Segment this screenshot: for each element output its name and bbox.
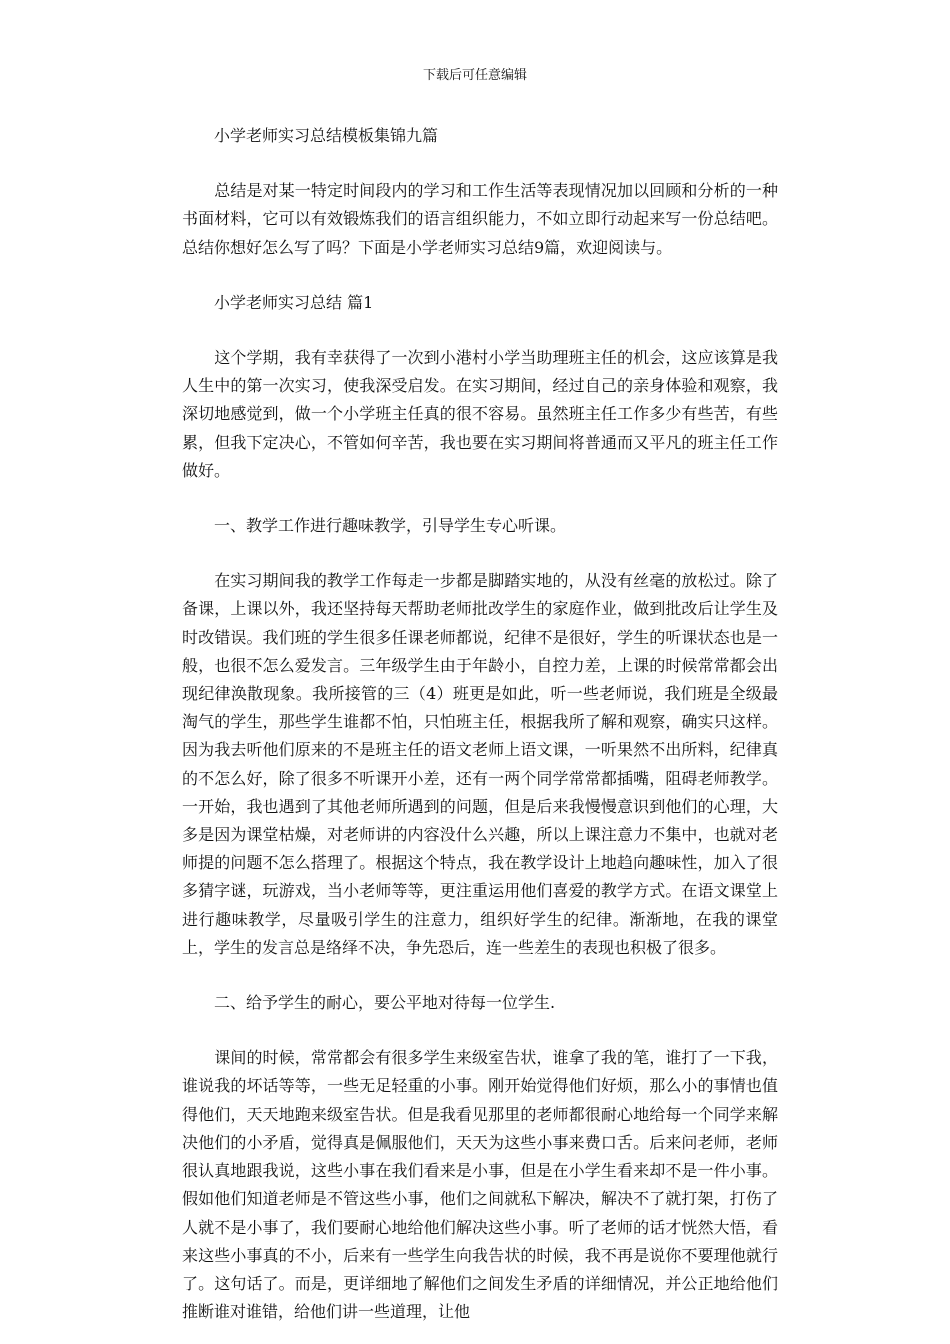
section-title: 小学老师实习总结 篇1	[214, 292, 374, 312]
document-body	[182, 122, 778, 1326]
intro-paragraph: 总结是对某一特定时间段内的学习和工作生活等表现情况加以回顾和分析的一种书面材料，它可以有效锻炼我们的语言组织能力，不如立即行动起来写一份总结吧。总结你想好怎么写了吗？下面是小学老师实习总结9篇，欢迎阅读与。	[182, 181, 778, 257]
heading-teaching: 一、教学工作进行趣味教学，引导学生专心听课。	[214, 516, 567, 536]
header-note: 下载后可任意编辑	[422, 68, 527, 83]
paragraph-2: 在实习期间我的教学工作每走一步都是脚踏实地的，从没有丝毫的放松过。除了备课，上课以外，我还坚持每天帮助老师批改学生的家庭作业，做到批改后让学生及时改错误。我们班的学生很多任课老师都说，纪律不是很好，学生的听课状态也是一般，也很不怎么爱发言。三年级学生由于年龄小，自控力差，上课的时候常常都会出现纪律涣散现象。我所接管的三（4）班更是如此，听一些老师说，我们班是全级最淘气的学生，那些学生谁都不怕，只怕班主任，根据我所了解和观察，确实只这样。因为我去听他们原来的不是班主任的语文老师上语文课，一听果然不出所料，纪律真的不怎么好，除了很多不听课开小差，还有一两个同学常常都插嘴，阻碍老师教学。一开始，我也遇到了其他老师所遇到的问题，但是后来我慢慢意识到他们的心理，大多是因为课堂枯燥，对老师讲的内容没什么兴趣，所以上课注意力不集中，也就对老师提的问题不怎么搭理了。根据这个特点，我在教学设计上地趋向趣味性，加入了很多猜字谜，玩游戏，当小老师等等，更注重运用他们喜爱的教学方式。在语文课堂上进行趣味教学，尽量吸引学生的注意力，组织好学生的纪律。渐渐地，在我的课堂上，学生的发言总是络绎不决，争先恐后，连一些差生的表现也积极了很多。	[182, 571, 778, 957]
paragraph-3: 课间的时候，常常都会有很多学生来级室告状，谁拿了我的笔，谁打了一下我，谁说我的坏话等等，一些无足轻重的小事。刚开始觉得他们好烦，那么小的事情也值得他们，天天地跑来级室告状。但是我看见那里的老师都很耐心地给每一个同学来解决他们的小矛盾，觉得真是佩服他们，天天为这些小事来费口舌。后来问老师，老师很认真地跟我说，这些小事在我们看来是小事，但是在小学生看来却不是一件小事。假如他们知道老师是不管这些小事，他们之间就私下解决，解决不了就打架，打伤了人就不是小事了，我们要耐心地给他们解决这些小事。听了老师的话才恍然大悟，看来这些小事真的不小，后来有一些学生向我告状的时候，我不再是说你不要理他就行了。这句话了。而是，更详细地了解他们之间发生矛盾的详细情况，并公正地给他们推断谁对谁错，给他们讲一些道理，让他	[182, 1048, 778, 1322]
heading-patience: 二、给予学生的耐心，要公平地对待每一位学生.	[214, 993, 556, 1013]
document-title: 小学老师实习总结模板集锦九篇	[214, 126, 439, 145]
paragraph-1: 这个学期，我有幸获得了一次到小港村小学当助理班主任的机会，这应该算是我人生中的第一次实习，使我深受启发。在实习期间，经过自己的亲身体验和观察，我深切地感觉到，做一个小学班主任真的很不容易。虽然班主任工作多少有些苦，有些累，但我下定决心，不管如何辛苦，我也要在实习期间将普通而又平凡的班主任工作做好。	[182, 348, 778, 480]
